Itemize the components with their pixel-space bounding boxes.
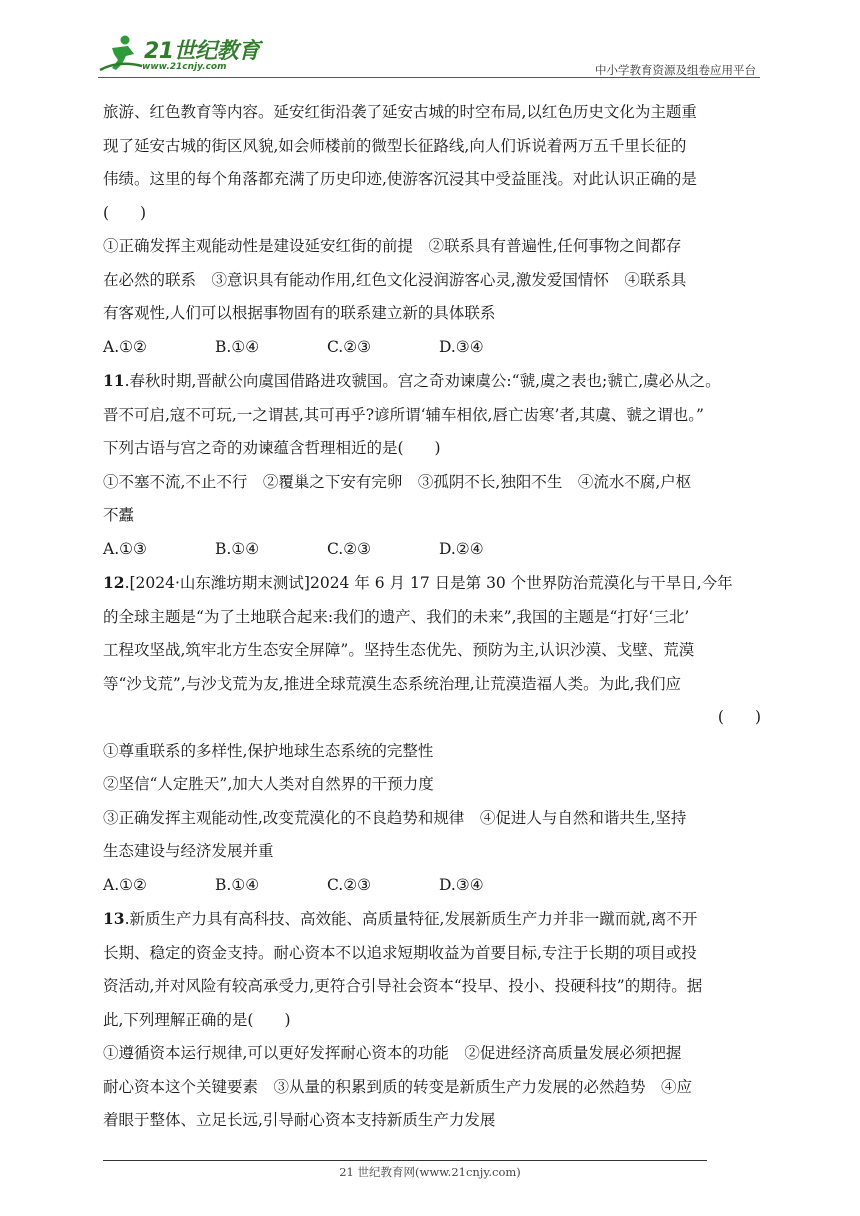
logo-text: 21世纪教育	[144, 39, 260, 64]
q12-statement: ①尊重联系的多样性,保护地球生态系统的完整性	[103, 741, 434, 760]
option-a: A.①②	[103, 337, 147, 356]
q12-line: 工程攻坚战,筑牢北方生态安全屏障”。坚持生态优先、预防为主,认识沙漠、戈壁、荒漠	[103, 641, 695, 659]
q12-line: 的全球主题是“为了土地联合起来:我们的遗产、我们的未来”,我国的主题是“打好‘三北’	[103, 607, 690, 626]
q11-options	[103, 533, 763, 567]
runner-logo-icon	[98, 34, 146, 74]
footer-divider	[103, 1160, 707, 1161]
option-a: A.①③	[103, 539, 147, 558]
option-c: C.②③	[327, 875, 372, 894]
q12-answer-paren: ( )	[717, 708, 761, 726]
q12-statement: 生态建设与经济发展并重	[103, 842, 274, 860]
header-divider	[98, 77, 760, 78]
q10-statement: 在必然的联系 ③意识具有能动作用,红色文化浸润游客心灵,激发爱国情怀 ④联系具	[103, 270, 687, 289]
option-c: C.②③	[327, 539, 372, 558]
site-logo[interactable]	[98, 32, 268, 78]
q10-statement: 有客观性,人们可以根据事物固有的联系建立新的具体联系	[103, 304, 496, 322]
option-a: A.①②	[103, 875, 147, 894]
option-d: D.②④	[439, 539, 484, 558]
option-b: B.①④	[215, 337, 260, 356]
q12-stem: 12.[2024·山东潍坊期末测试]2024 年 6 月 17 日是第 30 个世界防治荒漠化与干旱日,今年	[103, 573, 733, 592]
q13-stem: 13.新质生产力具有高科技、高效能、高质量特征,发展新质生产力并非一蹴而就,离不开	[103, 909, 698, 928]
q12-statement: ③正确发挥主观能动性,改变荒漠化的不良趋势和规律 ④促进人与自然和谐共生,坚持	[103, 808, 687, 827]
q10-statement: ①正确发挥主观能动性是建设延安红街的前提 ②联系具有普遍性,任何事物之间都存	[103, 237, 682, 255]
option-d: D.③④	[439, 337, 484, 356]
q11-line: 晋不可启,寇不可玩,一之谓甚,其可再乎?谚所谓‘辅车相依,唇亡齿寒’者,其虞、虢之谓也。”	[103, 405, 704, 424]
q13-line: 长期、稳定的资金支持。耐心资本不以追求短期收益为首要目标,专注于长期的项目或投	[103, 943, 697, 962]
q11-line: 下列古语与宫之奇的劝谏蕴含哲理相近的是( )	[103, 439, 441, 457]
option-d: D.③④	[439, 875, 484, 894]
option-b: B.①④	[215, 875, 260, 894]
footer-source[interactable]: 21 世纪教育网(www.21cnjy.com)	[339, 1165, 521, 1179]
q13-number: 13	[103, 909, 125, 928]
q10-line: 旅游、红色教育等内容。延安红街沿袭了延安古城的时空布局,以红色历史文化为主题重	[103, 103, 697, 121]
q13-line: 资活动,并对风险有较高承受力,更符合引导社会资本“投早、投小、投硬科技”的期待。据	[103, 977, 703, 995]
q11-number: 11	[103, 371, 125, 390]
q10-options	[103, 331, 763, 365]
q10-line: 伟绩。这里的每个角落都充满了历史印迹,使游客沉浸其中受益匪浅。对此认识正确的是	[103, 170, 697, 188]
q10-line: 现了延安古城的街区风貌,如会师楼前的微型长征路线,向人们诉说着两万五千里长征的	[103, 136, 687, 155]
header-platform-title: 中小学教育资源及组卷应用平台	[595, 63, 756, 77]
logo-url: www.21cnjy.com	[142, 62, 227, 72]
q12-statement: ②坚信“人定胜天”,加大人类对自然界的干预力度	[103, 775, 434, 793]
q13-statement: ①遵循资本运行规律,可以更好发挥耐心资本的功能 ②促进经济高质量发展必须把握	[103, 1044, 682, 1062]
option-c: C.②③	[327, 337, 372, 356]
document-body	[103, 96, 763, 1138]
q13-line: 此,下列理解正确的是( )	[103, 1010, 291, 1029]
q12-options	[103, 869, 763, 903]
q12-number: 12	[103, 573, 125, 592]
option-b: B.①④	[215, 539, 260, 558]
q12-line: 等“沙戈荒”,与沙戈荒为友,推进全球荒漠生态系统治理,让荒漠造福人类。为此,我们应	[103, 674, 682, 693]
page-header	[98, 32, 760, 80]
q11-statement: ①不塞不流,不止不行 ②覆巢之下安有完卵 ③孤阴不长,独阳不生 ④流水不腐,户枢	[103, 472, 692, 491]
q11-statement: 不蠹	[103, 506, 135, 524]
q10-answer-paren: ( )	[103, 203, 147, 222]
q13-statement: 耐心资本这个关键要素 ③从量的积累到质的转变是新质生产力发展的必然趋势 ④应	[103, 1077, 693, 1096]
q13-statement: 着眼于整体、立足长远,引导耐心资本支持新质生产力发展	[103, 1111, 496, 1129]
q11-stem: 11.春秋时期,晋献公向虞国借路进攻虢国。宫之奇劝谏虞公:“虢,虞之表也;虢亡,虞必从之。	[103, 371, 721, 390]
